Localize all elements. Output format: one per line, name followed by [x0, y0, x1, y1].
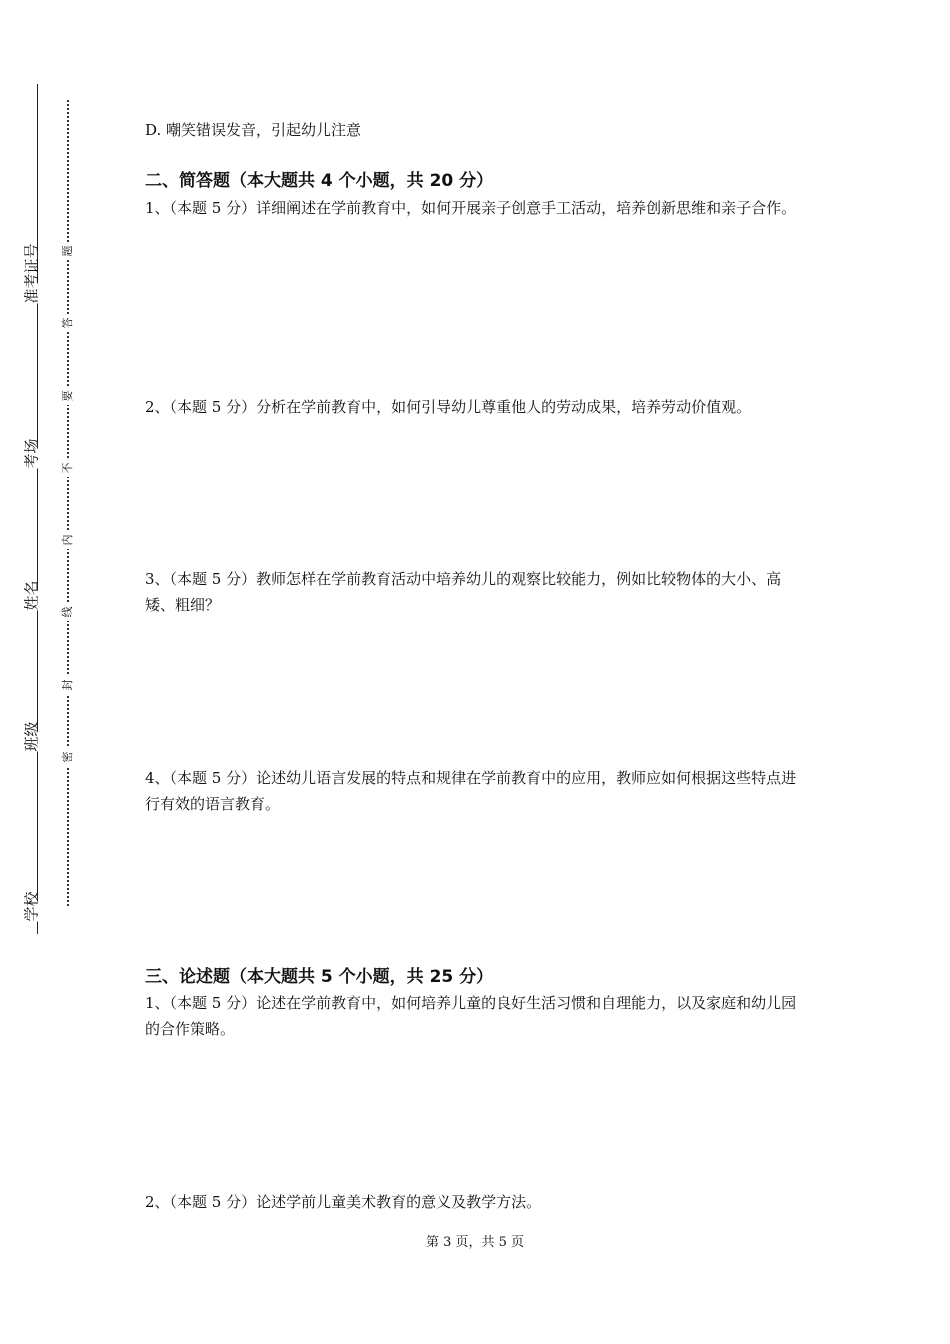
- field-label-class: 班级: [22, 721, 41, 752]
- binding-dotted-line: [67, 100, 69, 906]
- section2-question-4: 4、（本题 5 分）论述幼儿语言发展的特点和规律在学前教育中的应用，教师应如何根据这些特点进行有效的语言教育。: [145, 769, 797, 813]
- seal-char: 不: [59, 459, 77, 477]
- section2-title: 二、简答题（本大题共 4 个小题，共 20 分）: [145, 171, 494, 191]
- previous-option-d: D. 嘲笑错误发音，引起幼儿注意: [145, 121, 362, 139]
- section3-title: 三、论述题（本大题共 5 个小题，共 25 分）: [145, 967, 494, 987]
- seal-char: 线: [59, 603, 77, 621]
- seal-char: 答: [59, 314, 77, 332]
- section2-question-1: 1、（本题 5 分）详细阐述在学前教育中，如何开展亲子创意手工活动，培养创新思维和亲子合作。: [145, 199, 797, 217]
- section3-question-2: 2、（本题 5 分）论述学前儿童美术教育的意义及教学方法。: [145, 1193, 542, 1211]
- seal-char: 密: [59, 748, 77, 766]
- seal-char: 要: [59, 387, 77, 405]
- seal-char: 题: [59, 242, 77, 260]
- section3-question-1: 1、（本题 5 分）论述在学前教育中，如何培养儿童的良好生活习惯和自理能力，以及家庭和幼儿园的合作策略。: [145, 994, 797, 1038]
- section2-question-2: 2、（本题 5 分）分析在学前教育中，如何引导幼儿尊重他人的劳动成果，培养劳动价值观。: [145, 398, 752, 416]
- field-label-exam-number: 准考证号: [22, 243, 41, 304]
- page-number: 第 3 页，共 5 页: [425, 1235, 525, 1250]
- seal-char: 封: [59, 676, 77, 694]
- field-label-exam-room: 考场: [22, 438, 41, 469]
- field-label-school: 学校: [22, 891, 41, 922]
- field-label-name: 姓名: [22, 580, 41, 611]
- binding-solid-line: [37, 84, 38, 934]
- seal-char: 内: [59, 531, 77, 549]
- section2-question-3: 3、（本题 5 分）教师怎样在学前教育活动中培养幼儿的观察比较能力，例如比较物体的大小、高矮、粗细？: [145, 570, 782, 614]
